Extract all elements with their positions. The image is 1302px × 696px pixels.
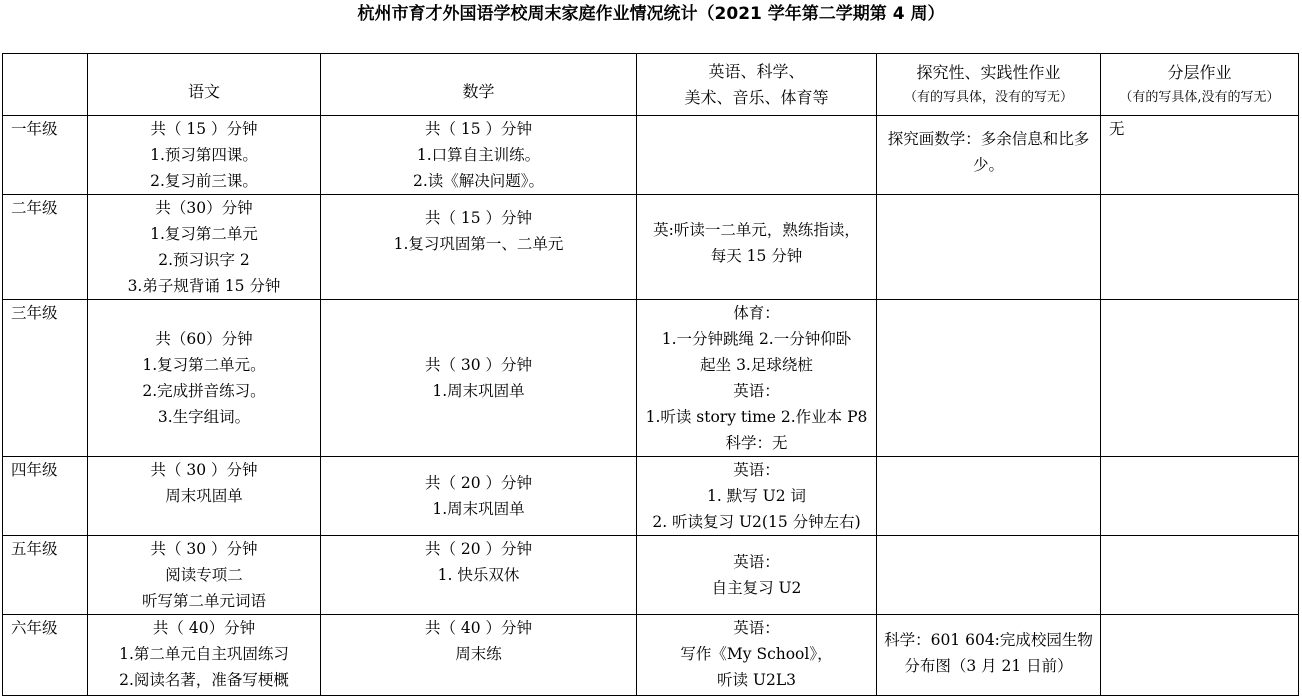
header-chinese: [88, 54, 321, 116]
cell-line: 探究画数学：多余信息和比多少。: [887, 130, 1090, 174]
header-others-line2: 美术、音乐、体育等: [684, 87, 829, 107]
cell-line: 3.生字组词。: [157, 408, 251, 426]
table-row: [3, 536, 1299, 615]
inquiry-cell: [877, 300, 1101, 457]
cell-line: 英:听读一二单元，熟练指读，: [653, 221, 860, 239]
cell-line: 英语：: [733, 382, 780, 400]
cell-line: 共（ 30 ）分钟: [150, 461, 258, 479]
header-layered-label: 分层作业: [1167, 62, 1232, 82]
inquiry-cell: [877, 195, 1101, 300]
cell-line: 周末练: [455, 645, 502, 663]
math-cell: [321, 300, 637, 457]
header-inquiry-label: 探究性、实践性作业: [916, 62, 1061, 82]
cell-line: 2.复习前三课。: [150, 172, 258, 190]
chinese-cell: [88, 195, 321, 300]
cell-line: 共（ 40）分钟: [152, 619, 256, 637]
cell-line: 1.预习第四课。: [150, 146, 258, 164]
cell-line: 周末巩固单: [165, 487, 243, 505]
cell-line: 自主复习 U2: [711, 579, 802, 597]
header-grade: [3, 54, 88, 116]
inquiry-cell: [877, 116, 1101, 195]
cell-line: 1.复习巩固第一、二单元: [393, 235, 564, 253]
cell-line: 体育：: [733, 304, 780, 322]
table-row: [3, 457, 1299, 536]
others-cell: [637, 195, 877, 300]
cell-line: 2.阅读名著，准备写梗概: [119, 671, 289, 689]
inquiry-cell: [877, 457, 1101, 536]
cell-line: 起坐 3.足球绕桩: [700, 356, 813, 374]
math-cell: [321, 116, 637, 195]
cell-line: 1.听读 story time 2.作业本 P8: [645, 408, 868, 426]
cell-line: 科学：无: [725, 434, 788, 452]
cell-line: 共（ 30 ）分钟: [424, 356, 533, 374]
header-others: [637, 54, 877, 116]
cell-line: 1. 快乐双休: [437, 566, 520, 584]
cell-line: 2.预习识字 2: [158, 251, 250, 269]
table-row: [3, 615, 1299, 696]
header-inquiry-note: （有的写具体，没有的写无）: [903, 89, 1073, 105]
homework-table: [2, 53, 1299, 696]
page-title: 杭州市育才外国语学校周末家庭作业情况统计（2021 学年第二学期第 4 周）: [357, 4, 945, 24]
header-row: [3, 54, 1299, 116]
layered-cell: [1101, 195, 1299, 300]
chinese-cell: [88, 116, 321, 195]
grade-cell: 四年级: [3, 457, 88, 536]
cell-line: 2.完成拼音练习。: [142, 382, 266, 400]
layered-cell: [1101, 615, 1299, 696]
math-cell: [321, 615, 637, 696]
cell-line: 阅读专项二: [165, 566, 243, 584]
cell-line: 听读 U2L3: [716, 671, 796, 689]
chinese-cell: [88, 615, 321, 696]
layered-cell: 无: [1101, 116, 1299, 195]
header-chinese-label: 语文: [187, 81, 220, 101]
cell-line: 共（ 20 ）分钟: [424, 474, 533, 492]
cell-line: 3.弟子规背诵 15 分钟: [127, 277, 281, 295]
cell-line: 英语：: [733, 553, 780, 571]
header-math-label: 数学: [462, 81, 495, 101]
cell-line: 共（ 15 ）分钟: [424, 120, 533, 138]
cell-line: 共（30）分钟: [155, 199, 253, 217]
grade-cell: 一年级: [3, 116, 88, 195]
cell-line: 2. 听读复习 U2(15 分钟左右): [652, 513, 861, 531]
cell-line: 听写第二单元词语: [141, 592, 266, 610]
chinese-cell: [88, 300, 321, 457]
grade-cell: 五年级: [3, 536, 88, 615]
layered-cell: [1101, 300, 1299, 457]
cell-line: 共（ 15 ）分钟: [424, 209, 533, 227]
cell-line: 1.周末巩固单: [432, 500, 525, 518]
cell-line: 1.复习第二单元: [150, 225, 258, 243]
header-layered-note: （有的写具体,没有的写无）: [1119, 89, 1280, 105]
cell-line: 共（ 15 ）分钟: [150, 120, 258, 138]
table-row: [3, 116, 1299, 195]
cell-line: 1.复习第二单元。: [142, 356, 266, 374]
header-layered: [1101, 54, 1299, 116]
others-cell: [637, 536, 877, 615]
others-cell: [637, 457, 877, 536]
cell-line: 2.读《解决问题》。: [412, 172, 545, 190]
layered-cell: [1101, 457, 1299, 536]
grade-cell: 三年级: [3, 300, 88, 457]
cell-line: 共（ 40 ）分钟: [424, 619, 533, 637]
cell-line: 共（60）分钟: [155, 330, 253, 348]
header-others-line1: 英语、科学、: [708, 61, 805, 81]
cell-line: 每天 15 分钟: [710, 247, 803, 265]
grade-cell: 六年级: [3, 615, 88, 696]
cell-line: 英语：: [733, 619, 780, 637]
cell-line: 科学：601 604:完成校园生物分布图（3 月 21 日前）: [884, 631, 1093, 675]
cell-line: 1.口算自主训练。: [416, 146, 541, 164]
cell-line: 写作《My School》，: [680, 645, 833, 663]
header-inquiry: [877, 54, 1101, 116]
others-cell: [637, 615, 877, 696]
layered-cell: [1101, 536, 1299, 615]
others-cell: [637, 300, 877, 457]
cell-line: 1. 默写 U2 词: [707, 487, 806, 505]
math-cell: [321, 536, 637, 615]
chinese-cell: [88, 536, 321, 615]
math-cell: [321, 457, 637, 536]
chinese-cell: [88, 457, 321, 536]
math-cell: [321, 195, 637, 300]
grade-cell: 二年级: [3, 195, 88, 300]
header-math: [321, 54, 637, 116]
cell-line: 共（ 20 ）分钟: [424, 540, 533, 558]
cell-line: 1.周末巩固单: [432, 382, 525, 400]
table-row: [3, 300, 1299, 457]
inquiry-cell: [877, 536, 1101, 615]
cell-line: 共（ 30 ）分钟: [150, 540, 258, 558]
cell-line: 1.一分钟跳绳 2.一分钟仰卧: [661, 330, 852, 348]
cell-line: 英语：: [733, 461, 780, 479]
others-cell: [637, 116, 877, 195]
cell-line: 1.第二单元自主巩固练习: [119, 645, 289, 663]
table-row: [3, 195, 1299, 300]
inquiry-cell: [877, 615, 1101, 696]
